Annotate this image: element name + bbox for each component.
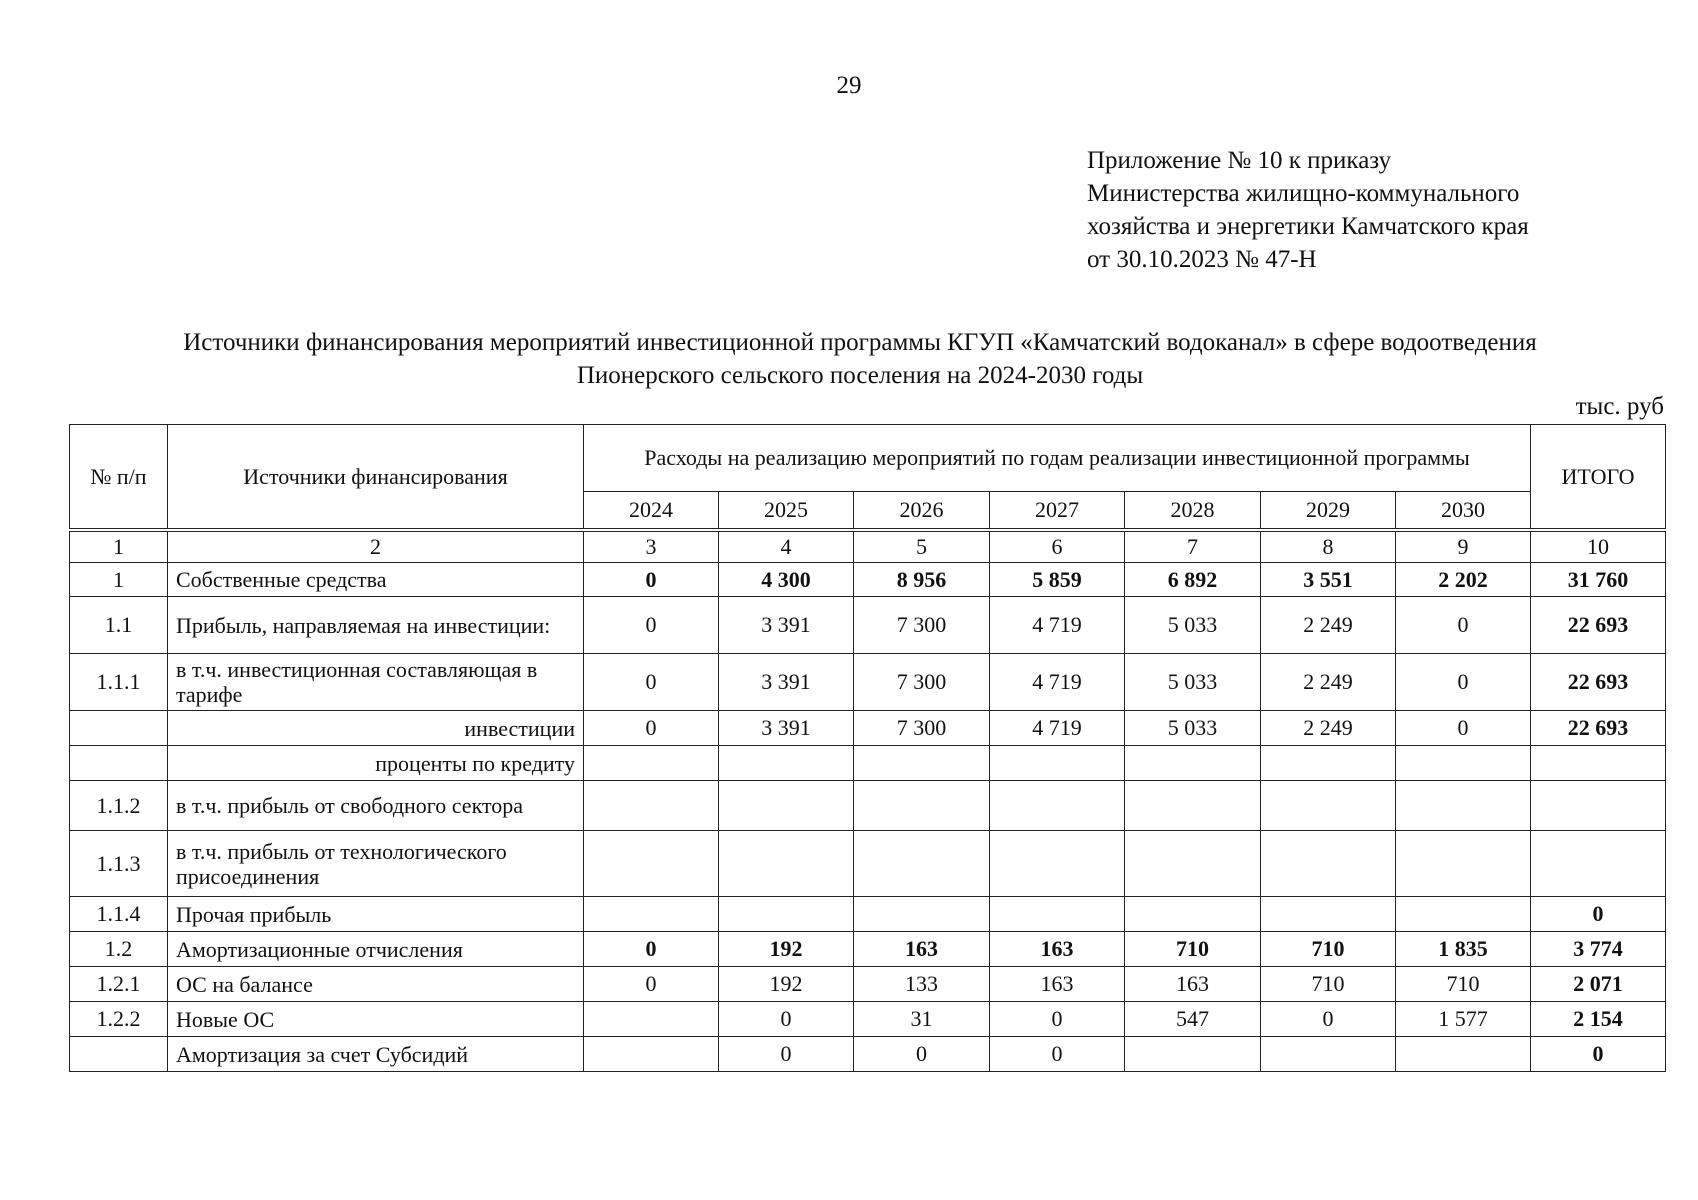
year-value-cell: 5 033 (1125, 654, 1261, 711)
year-value-cell (1125, 831, 1261, 897)
year-value-cell: 1 577 (1396, 1002, 1531, 1037)
year-value-cell: 4 719 (990, 654, 1125, 711)
row-total-cell (1531, 831, 1666, 897)
year-value-cell: 2 249 (1261, 711, 1396, 746)
year-value-cell (990, 897, 1125, 932)
row-number: 1.1.1 (70, 654, 168, 711)
year-value-cell: 0 (584, 654, 719, 711)
table-row (70, 746, 1666, 781)
row-total-cell: 2 071 (1531, 967, 1666, 1002)
row-source-name: в т.ч. прибыль от технологического присоединения (168, 831, 584, 897)
year-value-cell (854, 897, 990, 932)
table-row (70, 597, 1666, 654)
year-value-cell (990, 781, 1125, 831)
table-row (70, 654, 1666, 711)
year-value-cell (854, 781, 990, 831)
row-source-name: проценты по кредиту (168, 746, 584, 781)
year-value-cell: 163 (1125, 967, 1261, 1002)
row-number: 1 (70, 563, 168, 597)
row-source-name: в т.ч. инвестиционная составляющая в тарифе (168, 654, 584, 711)
row-source-name: Амортизация за счет Субсидий (168, 1037, 584, 1072)
year-value-cell: 163 (990, 932, 1125, 967)
row-number (70, 711, 168, 746)
row-source-name: ОС на балансе (168, 967, 584, 1002)
year-value-cell: 192 (719, 967, 854, 1002)
column-number: 7 (1125, 530, 1261, 563)
year-value-cell (854, 831, 990, 897)
year-value-cell (1125, 746, 1261, 781)
year-value-cell: 4 719 (990, 597, 1125, 654)
table-row (70, 967, 1666, 1002)
row-number: 1.1.2 (70, 781, 168, 831)
row-number (70, 746, 168, 781)
appendix-line: от 30.10.2023 № 47-Н (1087, 246, 1317, 273)
year-value-cell: 0 (1396, 597, 1531, 654)
row-source-name: Новые ОС (168, 1002, 584, 1037)
table-row (70, 563, 1666, 597)
year-value-cell: 2 249 (1261, 654, 1396, 711)
year-value-cell: 3 391 (719, 711, 854, 746)
year-value-cell (584, 897, 719, 932)
year-value-cell (584, 781, 719, 831)
year-value-cell: 4 719 (990, 711, 1125, 746)
year-value-cell: 3 391 (719, 597, 854, 654)
header-year: 2028 (1125, 492, 1261, 531)
row-total-cell: 22 693 (1531, 711, 1666, 746)
year-value-cell: 163 (854, 932, 990, 967)
year-value-cell (719, 746, 854, 781)
table-row (70, 781, 1666, 831)
header-year: 2024 (584, 492, 719, 531)
year-value-cell (1261, 831, 1396, 897)
year-value-cell: 547 (1125, 1002, 1261, 1037)
year-value-cell: 0 (584, 563, 719, 597)
year-value-cell (719, 831, 854, 897)
year-value-cell: 0 (719, 1002, 854, 1037)
year-value-cell (854, 746, 990, 781)
header-year: 2025 (719, 492, 854, 531)
row-source-name: в т.ч. прибыль от свободного сектора (168, 781, 584, 831)
year-value-cell: 0 (854, 1037, 990, 1072)
year-value-cell: 710 (1261, 932, 1396, 967)
financing-table (69, 424, 1666, 1072)
year-value-cell: 0 (584, 597, 719, 654)
year-value-cell: 5 033 (1125, 711, 1261, 746)
row-number: 1.2.1 (70, 967, 168, 1002)
year-value-cell (1261, 781, 1396, 831)
appendix-note (1087, 144, 1529, 276)
column-number: 2 (168, 530, 584, 563)
row-source-name: Амортизационные отчисления (168, 932, 584, 967)
year-value-cell (719, 897, 854, 932)
table-row (70, 897, 1666, 932)
year-value-cell: 192 (719, 932, 854, 967)
year-value-cell (1396, 781, 1531, 831)
year-value-cell: 1 835 (1396, 932, 1531, 967)
row-total-cell (1531, 746, 1666, 781)
year-value-cell (1396, 1037, 1531, 1072)
row-total-cell: 0 (1531, 1037, 1666, 1072)
row-total-cell: 3 774 (1531, 932, 1666, 967)
year-value-cell: 710 (1261, 967, 1396, 1002)
year-value-cell: 31 (854, 1002, 990, 1037)
page-number: 29 (836, 72, 862, 99)
year-value-cell: 7 300 (854, 654, 990, 711)
title-line-2: Пионерского сельского поселения на 2024-2030 годы (576, 362, 1144, 389)
year-value-cell: 0 (1396, 654, 1531, 711)
row-number: 1.2 (70, 932, 168, 967)
year-value-cell: 5 033 (1125, 597, 1261, 654)
year-value-cell: 8 956 (854, 563, 990, 597)
row-source-name: инвестиции (168, 711, 584, 746)
table-row (70, 711, 1666, 746)
year-value-cell: 2 249 (1261, 597, 1396, 654)
year-value-cell (1261, 746, 1396, 781)
year-value-cell (584, 1037, 719, 1072)
year-value-cell (1261, 1037, 1396, 1072)
year-value-cell (1396, 831, 1531, 897)
column-number: 4 (719, 530, 854, 563)
year-value-cell: 133 (854, 967, 990, 1002)
year-value-cell: 0 (584, 711, 719, 746)
year-value-cell: 710 (1125, 932, 1261, 967)
year-value-cell: 4 300 (719, 563, 854, 597)
row-total-cell: 31 760 (1531, 563, 1666, 597)
table-row (70, 831, 1666, 897)
column-number: 3 (584, 530, 719, 563)
year-value-cell (990, 746, 1125, 781)
header-num: № п/п (70, 425, 168, 531)
header-source: Источники финансирования (168, 425, 584, 531)
year-value-cell: 7 300 (854, 597, 990, 654)
year-value-cell: 0 (990, 1037, 1125, 1072)
year-value-cell: 6 892 (1125, 563, 1261, 597)
year-value-cell: 5 859 (990, 563, 1125, 597)
row-source-name: Собственные средства (168, 563, 584, 597)
header-expenses: Расходы на реализацию мероприятий по годам реализации инвестиционной программы (584, 425, 1531, 492)
year-value-cell (1396, 746, 1531, 781)
column-number: 10 (1531, 530, 1666, 563)
year-value-cell: 163 (990, 967, 1125, 1002)
column-number: 9 (1396, 530, 1531, 563)
row-total-cell (1531, 781, 1666, 831)
row-number: 1.1.3 (70, 831, 168, 897)
appendix-line: хозяйства и энергетики Камчатского края (1087, 213, 1529, 240)
units-label: тыс. руб (1575, 393, 1664, 420)
column-number: 5 (854, 530, 990, 563)
row-source-name: Прибыль, направляемая на инвестиции: (168, 597, 584, 654)
year-value-cell (1125, 781, 1261, 831)
year-value-cell: 7 300 (854, 711, 990, 746)
column-number: 8 (1261, 530, 1396, 563)
year-value-cell (719, 781, 854, 831)
year-value-cell: 0 (1261, 1002, 1396, 1037)
column-number: 6 (990, 530, 1125, 563)
year-value-cell: 0 (1396, 711, 1531, 746)
year-value-cell (1261, 897, 1396, 932)
row-total-cell: 22 693 (1531, 654, 1666, 711)
appendix-line: Приложение № 10 к приказу (1087, 147, 1392, 174)
year-value-cell: 0 (990, 1002, 1125, 1037)
year-value-cell: 3 551 (1261, 563, 1396, 597)
header-year: 2029 (1261, 492, 1396, 531)
row-total-cell: 0 (1531, 897, 1666, 932)
year-value-cell: 0 (584, 932, 719, 967)
header-year: 2027 (990, 492, 1125, 531)
row-total-cell: 2 154 (1531, 1002, 1666, 1037)
header-year: 2026 (854, 492, 990, 531)
row-source-name: Прочая прибыль (168, 897, 584, 932)
row-number: 1.1.4 (70, 897, 168, 932)
row-number: 1.2.2 (70, 1002, 168, 1037)
year-value-cell: 3 391 (719, 654, 854, 711)
year-value-cell (584, 831, 719, 897)
year-value-cell: 2 202 (1396, 563, 1531, 597)
year-value-cell (1396, 897, 1531, 932)
year-value-cell (1125, 1037, 1261, 1072)
table-row (70, 932, 1666, 967)
year-value-cell (584, 1002, 719, 1037)
title-line-1: Источники финансирования мероприятий инвестиционной программы КГУП «Камчатский водоканал» в сфере водоотведения (183, 329, 1537, 356)
year-value-cell: 710 (1396, 967, 1531, 1002)
document-title (60, 326, 1660, 392)
column-number-row (70, 530, 1666, 563)
appendix-line: Министерства жилищно-коммунального (1087, 180, 1520, 207)
row-number (70, 1037, 168, 1072)
row-total-cell: 22 693 (1531, 597, 1666, 654)
year-value-cell (990, 831, 1125, 897)
header-total: ИТОГО (1531, 425, 1666, 531)
table-row (70, 1002, 1666, 1037)
year-value-cell (1125, 897, 1261, 932)
year-value-cell: 0 (584, 967, 719, 1002)
year-value-cell: 0 (719, 1037, 854, 1072)
header-year: 2030 (1396, 492, 1531, 531)
table-row (70, 1037, 1666, 1072)
row-number: 1.1 (70, 597, 168, 654)
column-number: 1 (70, 530, 168, 563)
year-value-cell (584, 746, 719, 781)
